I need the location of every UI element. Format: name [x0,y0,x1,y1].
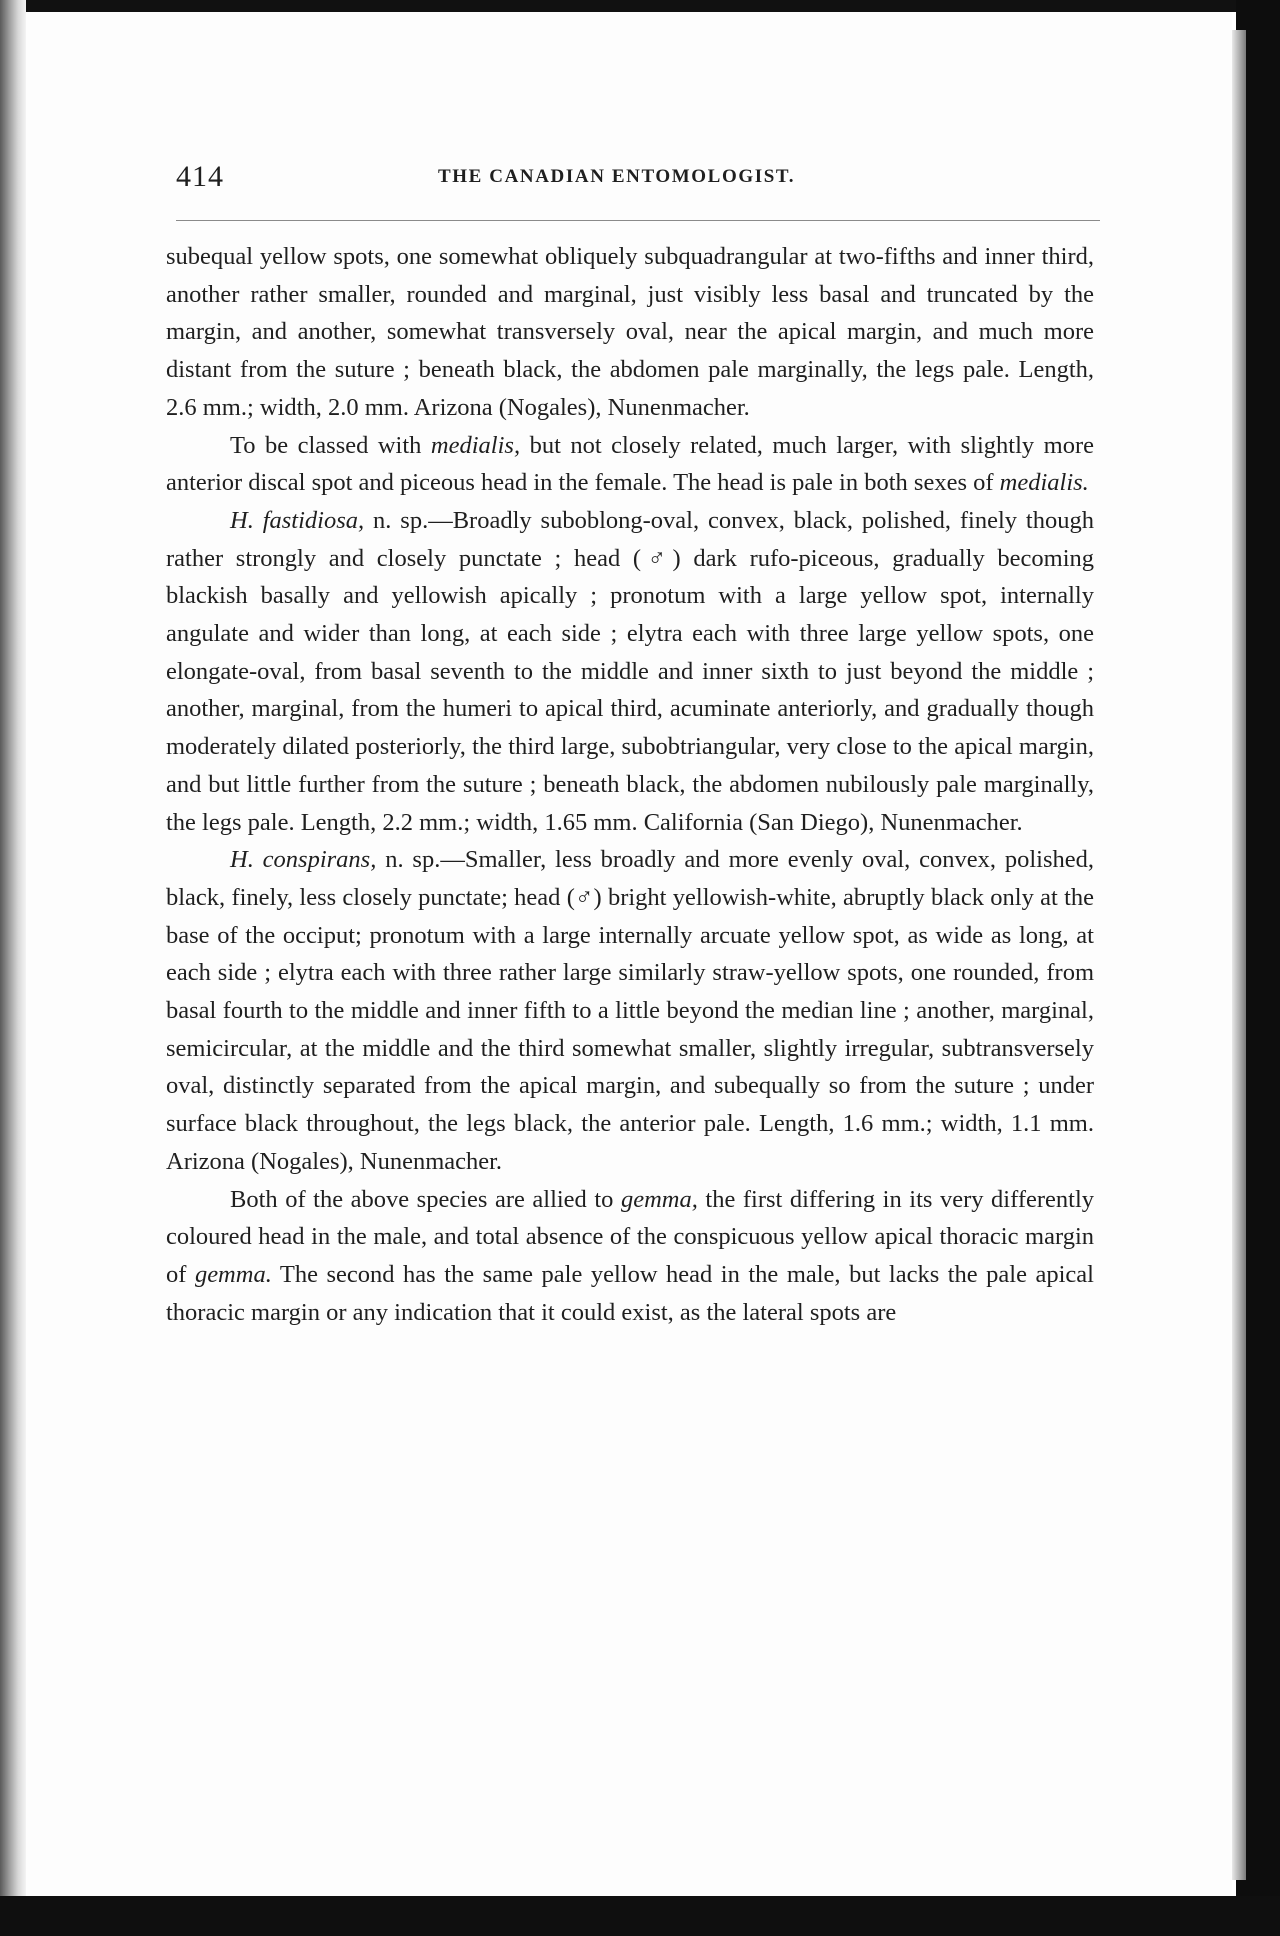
header-rule [176,220,1100,221]
species-name: medialis, [430,431,521,459]
paragraph-comparison-gemma [166,1181,1094,1332]
paragraph-text: Both of the above species are allied to [230,1185,621,1213]
paragraph-text: The second has the same pale yellow head in the male, but lacks the pale apical thoracic margin or any indication that it could exist, as the lateral spots are [166,1260,1094,1326]
body-text [166,238,1094,1331]
species-name: gemma. [194,1260,272,1288]
paragraph-text: the first differing in its very differently coloured head in the male, and total absence of the conspicuous yellow apical thoracic margin of [166,1185,1094,1288]
species-name: gemma, [620,1185,698,1213]
page-header [176,160,1100,196]
species-name: medialis. [999,469,1089,497]
page-curl-shadow [1232,30,1246,1880]
paragraph-conspirans [166,841,1094,1180]
paragraph-remark-medialis [166,427,1094,502]
species-name: H. conspirans, [230,846,377,874]
scan-edge-bottom [0,1896,1280,1936]
paragraph-fastidiosa [166,502,1094,841]
scan-edge-left [0,0,26,1936]
paragraph-text: subequal yellow spots, one somewhat obliquely subquadrangular at two-fifths and inner third, another rather smaller, rounded and marginal, just visibly less basal and truncated by the margin, and another, somewhat transversely oval, near the apical margin, and much more distant from the suture ; beneath black, the abdomen pale marginally, the legs pale. Length, 2.6 mm.; width, 2.0 mm. Arizona (Nogales), Nunenmacher. [166,243,1094,421]
page-number: 414 [176,160,224,193]
scan-edge-top [0,0,1280,12]
paragraph-text: n. sp.—Broadly suboblong-oval, convex, black, polished, finely though rather strongly and closely punctate ; head (♂) dark rufo-piceous, gradually becoming blackish basally and yellowish apically ; pronotum with a large yellow spot, internally angulate and wider than long, at each side ; elytra each with three large yellow spots, one elongate-oval, from basal seventh to the middle and inner sixth to just beyond the middle ; another, marginal, from the humeri to apical third, acuminate anteriorly, and gradually though moderately dilated posteriorly, the third large, subobtriangular, very close to the apical margin, and but little further from the suture ; beneath black, the abdomen nubilously pale marginally, the legs pale. Length, 2.2 mm.; width, 1.65 mm. California (San Diego), Nunenmacher. [166,506,1094,836]
paragraph-text: n. sp.—Smaller, less broadly and more evenly oval, convex, polished, black, finely, less closely punctate; head (♂) bright yellowish-white, abruptly black only at the base of the occiput; pronotum with a large internally arcuate yellow spot, as wide as long, at each side ; elytra each with three rather large similarly straw-yellow spots, one rounded, from basal fourth to the middle and inner fifth to a little beyond the median line ; another, marginal, semicircular, at the middle and the third somewhat smaller, slightly irregular, subtransversely oval, distinctly separated from the apical margin, and subequally so from the suture ; under surface black throughout, the legs black, the anterior pale. Length, 1.6 mm.; width, 1.1 mm. Arizona (Nogales), Nunenmacher. [166,846,1094,1175]
paragraph-text: To be classed with [230,431,431,459]
paragraph-continuation [166,238,1094,427]
paragraph-text: but not closely related, much larger, with slightly more anterior discal spot and piceous head in the female. The head is pale in both sexes of [166,431,1094,497]
running-title: THE CANADIAN ENTOMOLOGIST. [438,166,796,187]
species-name: H. fastidiosa, [230,506,365,534]
